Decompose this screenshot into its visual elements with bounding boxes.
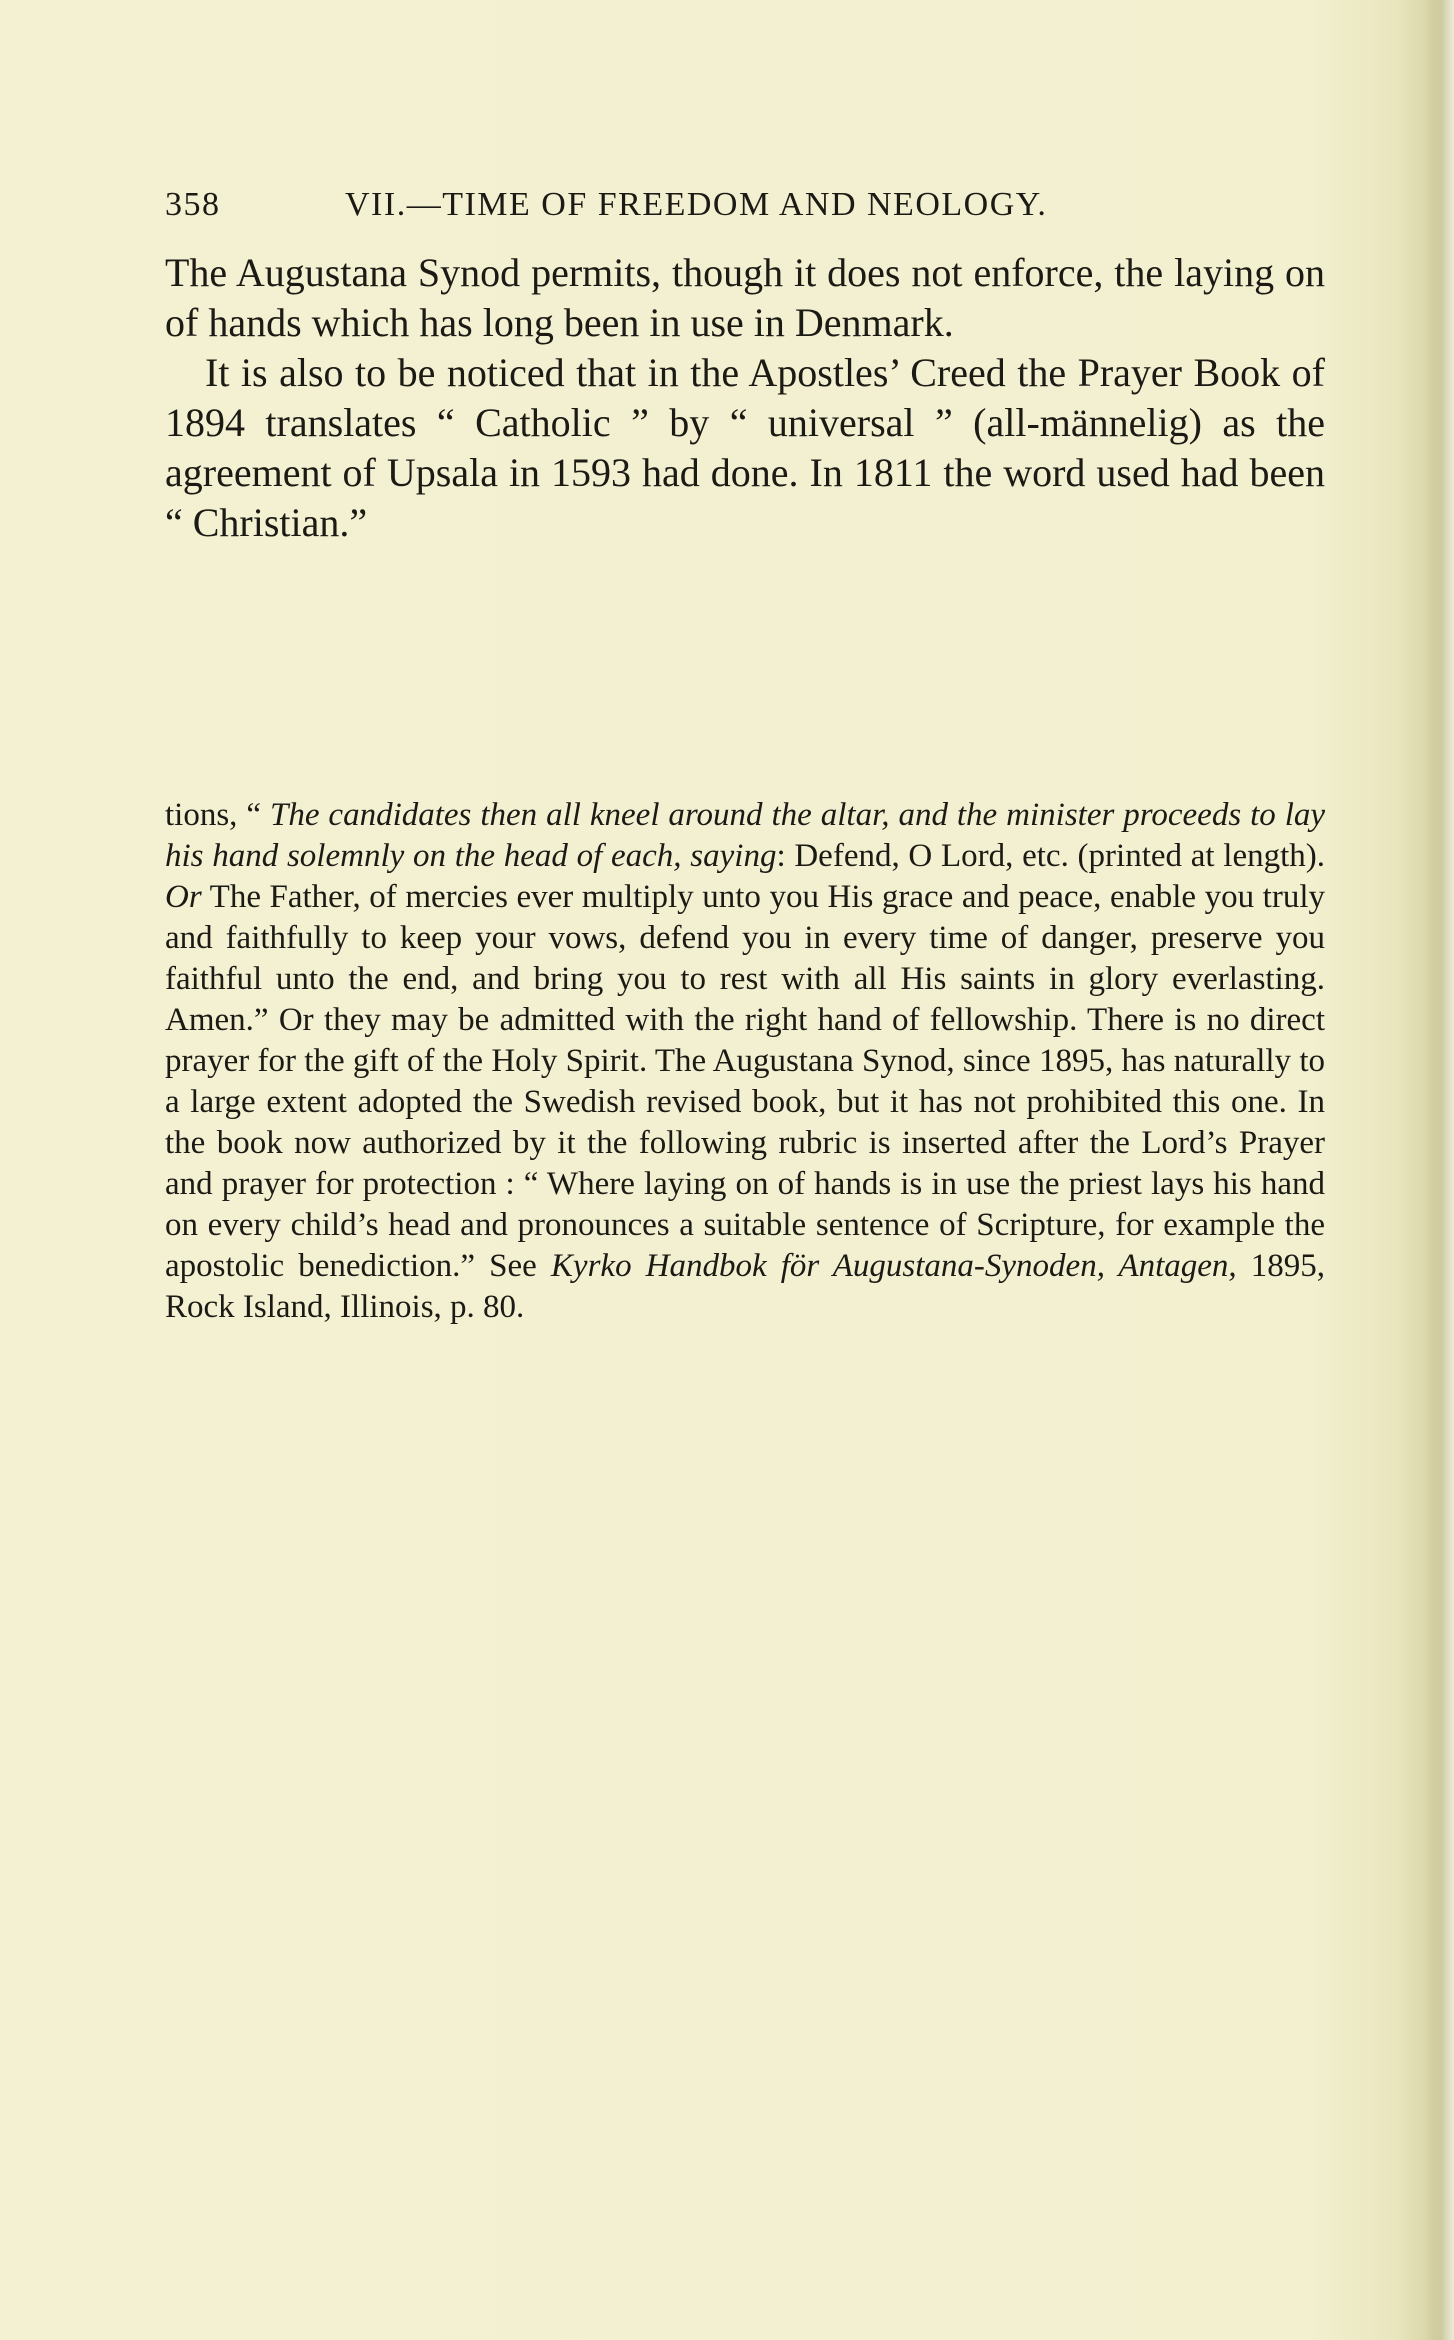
- footnote-part-4: 1895, Rock Island, Illinois, p. 80.: [165, 1248, 1326, 1325]
- paragraph-2: It is also to be noticed that in the Apostles’ Creed the Prayer Book of 1894 translates “ Catholic ” by “ universal ” (all-männelig) as the agreement of Upsala in 1593 had done. In 1811 the word used had been “ Christian.”: [165, 350, 1325, 545]
- footnote-part-3: The Father, of mercies ever multiply unto you His grace and peace, enable you truly and faithfully to keep your vows, defend you in every time of danger, preserve you faithful unto the end, and bring you to rest with all His saints in glory everlasting. Amen.” Or they may be admitted with the right hand of fellowship. There is no direct prayer for the gift of the Holy Spirit. The Augustana Synod, since 1895, has naturally to a large extent adopted the Swedish revised book, but it has not prohibited this one. In the book now authorized by it the following rubric is inserted after the Lord’s Prayer and prayer for protection : “ Where laying on of hands is in use the priest lays his hand on every child’s head and pronounces a suitable sentence of Scripture, for example the apostolic benediction.” See: [165, 879, 1326, 1284]
- footnote-italic-1: The candidates then all kneel around the altar, and the minister proceeds to lay his hand solemnly on the head of each, saying: [165, 797, 1326, 874]
- paragraph-1: The Augustana Synod permits, though it does not enforce, the laying on of hands which has long been in use in Denmark.: [165, 250, 1325, 345]
- footnote-part-2: : Defend, O Lord, etc. (printed at length).: [776, 838, 1325, 874]
- page-number: 358: [165, 186, 221, 223]
- footnote-italic-3: Kyrko Handbok för Augustana-Synoden, Antagen,: [550, 1248, 1237, 1284]
- main-text: [165, 248, 1325, 548]
- running-title: VII.—TIME OF FREEDOM AND NEOLOGY.: [345, 186, 1048, 223]
- page-edge-shadow: [1426, 0, 1454, 2340]
- footnote-italic-2: Or: [165, 879, 202, 915]
- footnote-part-1: tions, “: [165, 797, 262, 833]
- page-header: [165, 180, 1325, 230]
- footnote: [165, 795, 1325, 1328]
